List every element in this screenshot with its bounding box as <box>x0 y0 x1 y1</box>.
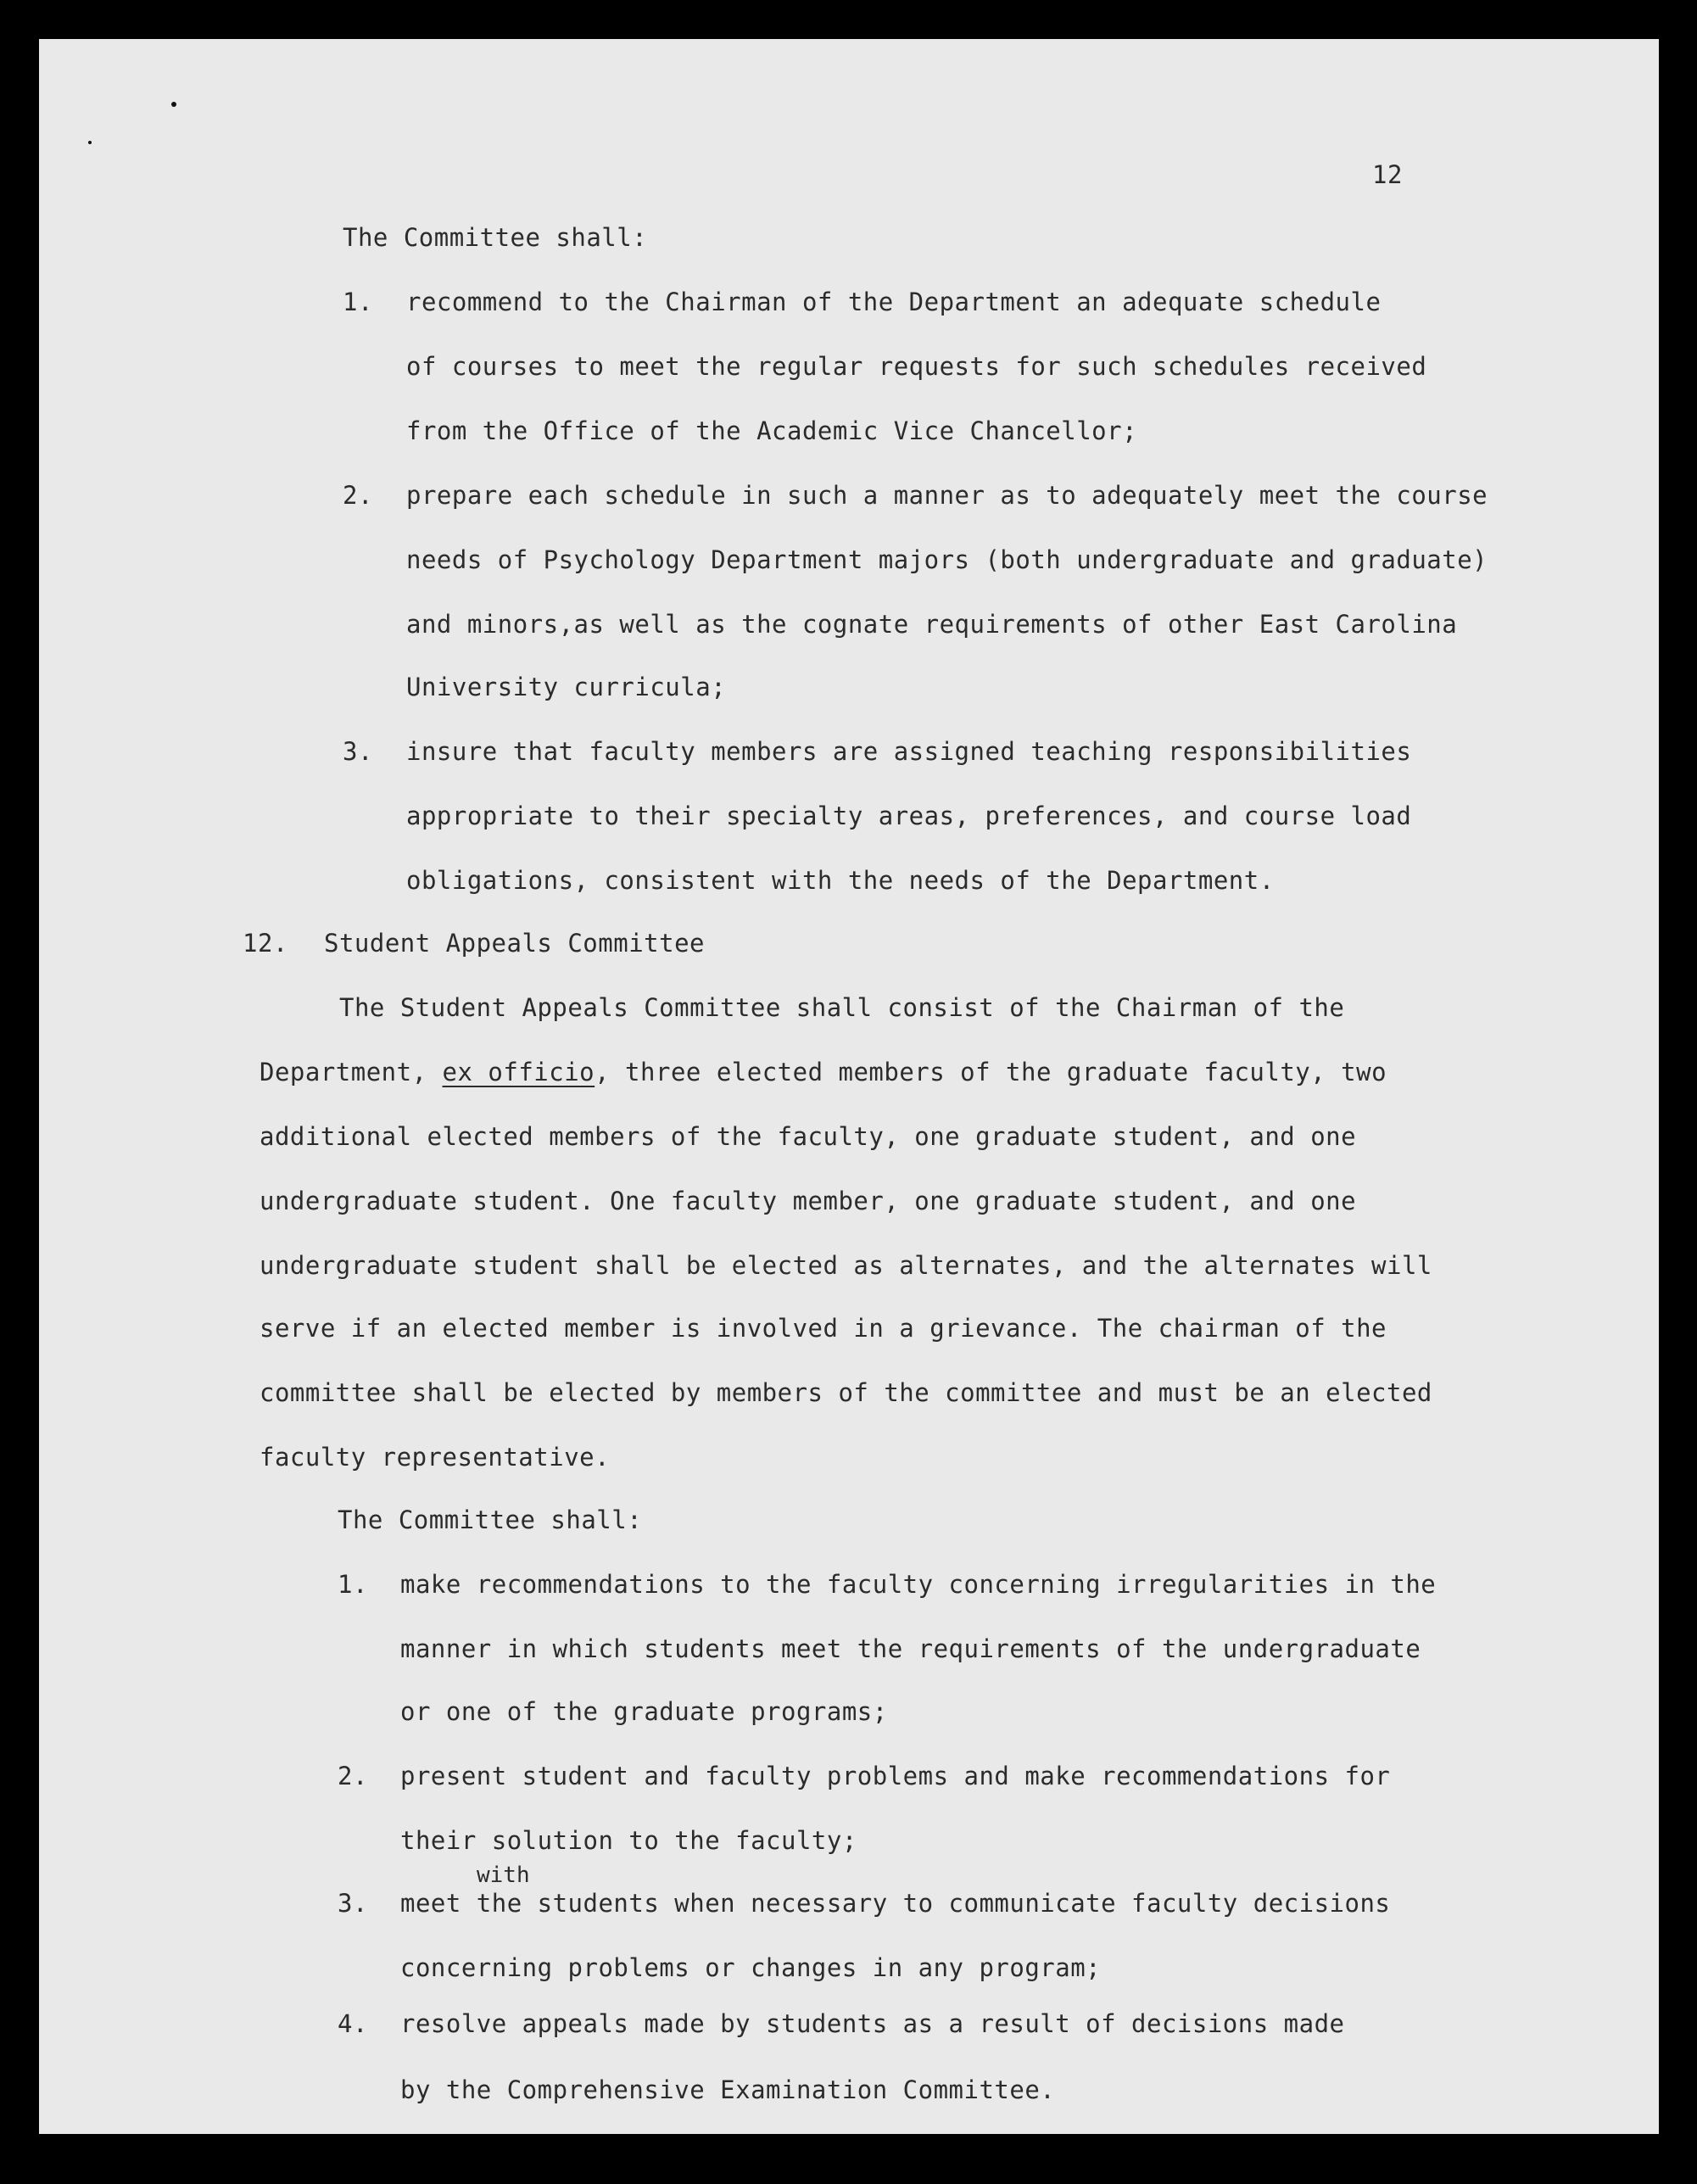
list-item-number: 2. <box>338 1762 368 1790</box>
list-item-number: 1. <box>343 288 373 316</box>
list-item-number: 3. <box>343 737 373 766</box>
paragraph-text: Department, <box>260 1058 427 1086</box>
paragraph-line: committee shall be elected by members of the committee and must be an elected <box>260 1378 1432 1407</box>
ex-officio-term: ex officio <box>442 1058 595 1086</box>
paragraph-text: , three elected members of the graduate faculty, two <box>595 1058 1387 1086</box>
section-number: 12. <box>243 929 288 958</box>
section-heading: Student Appeals Committee <box>324 929 705 958</box>
list-item-line: obligations, consistent with the needs of the Department. <box>406 866 1275 895</box>
insertion-text: with <box>477 1863 530 1888</box>
list-item-line: manner in which students meet the requirements of the undergraduate <box>400 1634 1421 1663</box>
paragraph-line: The Student Appeals Committee shall consist of the Chairman of the <box>339 993 1345 1022</box>
committee-intro: The Committee shall: <box>343 223 648 252</box>
list-item-line: insure that faculty members are assigned teaching responsibilities <box>406 737 1412 766</box>
list-item-line: make recommendations to the faculty concerning irregularities in the <box>400 1570 1437 1599</box>
paragraph-line <box>260 1057 1387 1087</box>
paragraph-line: additional elected members of the faculty, one graduate student, and one <box>260 1122 1357 1151</box>
list-item-line: from the Office of the Academic Vice Chancellor; <box>406 416 1138 445</box>
list-item-line: by the Comprehensive Examination Committee. <box>400 2075 1056 2104</box>
paragraph-line: serve if an elected member is involved in a grievance. The chairman of the <box>260 1314 1387 1343</box>
list-item-line: resolve appeals made by students as a result of decisions made <box>400 2009 1345 2038</box>
list-item-line: needs of Psychology Department majors (both undergraduate and graduate) <box>406 545 1488 574</box>
paragraph-line: undergraduate student. One faculty member, one graduate student, and one <box>260 1187 1357 1215</box>
list-item-line: concerning problems or changes in any program; <box>400 1953 1102 1982</box>
list-item-line: present student and faculty problems and make recommendations for <box>400 1762 1391 1790</box>
paragraph-line: undergraduate student shall be elected as alternates, and the alternates will <box>260 1251 1432 1280</box>
speck-mark <box>88 141 92 144</box>
list-item-number: 1. <box>338 1570 368 1599</box>
list-item-number: 2. <box>343 481 373 510</box>
paragraph-line: faculty representative. <box>260 1443 611 1472</box>
speck-mark <box>171 102 176 107</box>
list-item-line: prepare each schedule in such a manner as to adequately meet the course <box>406 481 1488 510</box>
list-item-line: their solution to the faculty; <box>400 1826 857 1855</box>
page-number: 12 <box>1372 160 1403 189</box>
list-item-line: appropriate to their specialty areas, preferences, and course load <box>406 802 1412 830</box>
committee-intro: The Committee shall: <box>338 1505 643 1534</box>
list-item-line: and minors,as well as the cognate requirements of other East Carolina <box>406 610 1458 639</box>
list-item-number: 3. <box>338 1889 368 1918</box>
list-item-line: University curricula; <box>406 673 727 701</box>
list-item-line: meet the students when necessary to communicate faculty decisions <box>400 1889 1391 1918</box>
list-item-number: 4. <box>338 2009 368 2038</box>
list-item-line: recommend to the Chairman of the Department an adequate schedule <box>406 288 1382 316</box>
list-item-line: or one of the graduate programs; <box>400 1697 888 1726</box>
list-item-line: of courses to meet the regular requests for such schedules received <box>406 352 1427 381</box>
